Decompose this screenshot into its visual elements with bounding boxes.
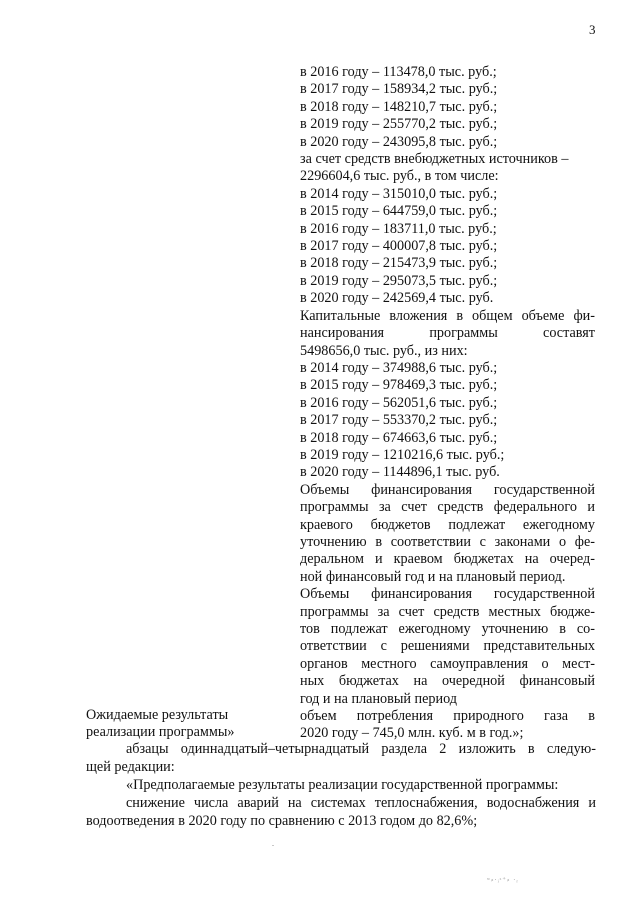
text-line: в 2016 году – 113478,0 тыс. руб.; (300, 64, 497, 80)
text-line: в 2019 году – 1210216,6 тыс. руб.; (300, 446, 505, 463)
text-line: в 2014 году – 315010,0 тыс. руб.; (300, 185, 498, 202)
text-line: в 2017 году – 553370,2 тыс. руб.; (300, 412, 498, 429)
text-line: объем потребления природного газа в (300, 708, 595, 725)
text-line: тов подлежат ежегодному уточнению в со- (300, 621, 595, 637)
text-line: водоотведения в 2020 году по сравнению с 2013 годом до 82,6%; (86, 813, 478, 829)
text-line: в 2015 году – 644759,0 тыс. руб.; (300, 203, 498, 220)
text-line: в 2019 году – 255770,2 тыс. руб.; (300, 116, 498, 133)
text-line: в 2020 году – 1144896,1 тыс. руб. (300, 464, 500, 481)
text-line: ных бюджетах на очередной финансовый (300, 673, 595, 690)
page-number: 3 (589, 22, 596, 37)
text-line: щей редакции: (86, 759, 175, 775)
text-line: ответствии с решениями представительных (300, 638, 595, 655)
text-line: в 2018 году – 148210,7 тыс. руб.; (300, 98, 498, 115)
text-line: в 2018 году – 674663,6 тыс. руб.; (300, 429, 498, 446)
text-line: в 2015 году – 978469,3 тыс. руб.; (300, 377, 498, 394)
scan-mark: ʷ⸗·ᵢˢ⁺⸗ ·ᵣ (487, 876, 520, 884)
text-line: Капитальные вложения в общем объеме фи- (300, 307, 595, 324)
text-line: в 2018 году – 215473,9 тыс. руб.; (300, 255, 498, 272)
text-line: краевого бюджетов подлежат ежегодному (300, 516, 595, 533)
text-line: в 2019 году – 295073,5 тыс. руб.; (300, 272, 498, 289)
scan-speck (272, 845, 274, 846)
text-line: нансирования программы составят (300, 325, 595, 342)
text-line: снижение числа аварий на системах теплоснабжения, водоснабжения и (126, 795, 596, 811)
text-line: в 2017 году – 158934,2 тыс. руб.; (300, 81, 498, 98)
text-line: программы за счет средств местных бюдже- (300, 603, 595, 620)
text-line: ной финансовый год и на плановый период. (300, 568, 566, 585)
text-line: за счет средств внебюджетных источников – (300, 151, 569, 168)
text-line: абзацы одиннадцатый–четырнадцатый раздела 2 изложить в следую- (126, 741, 596, 757)
text-line: реализации программы» (86, 724, 235, 741)
passport-right-column (300, 64, 595, 743)
text-line: «Предполагаемые результаты реализации государственной программы: (126, 777, 559, 793)
text-line: деральном и краевом бюджетах на очеред- (300, 551, 595, 568)
row-label-expected-results (86, 707, 276, 742)
text-line: 5498656,0 тыс. руб., из них: (300, 342, 468, 359)
text-line: в 2016 году – 183711,0 тыс. руб.; (300, 220, 497, 237)
text-line: в 2020 году – 242569,4 тыс. руб. (300, 290, 494, 307)
text-line: в 2020 году – 243095,8 тыс. руб.; (300, 133, 498, 150)
text-line: уточнению в соответствии с законами о фе- (300, 533, 595, 550)
text-line: программы за счет средств федерального и (300, 499, 595, 516)
text-line: 2020 году – 745,0 млн. куб. м в год.»; (300, 725, 524, 742)
text-line: в 2016 году – 562051,6 тыс. руб.; (300, 394, 498, 411)
text-line: Объемы финансирования государственной (300, 586, 595, 603)
text-line: Ожидаемые результаты (86, 707, 229, 723)
body-paragraphs (86, 740, 596, 830)
text-line: в 2014 году – 374988,6 тыс. руб.; (300, 359, 498, 376)
text-line: в 2017 году – 400007,8 тыс. руб.; (300, 238, 498, 255)
text-line: Объемы финансирования государственной (300, 481, 595, 498)
text-line: год и на плановый период (300, 690, 457, 707)
text-line: органов местного самоуправления о мест- (300, 655, 595, 672)
text-line: 2296604,6 тыс. руб., в том числе: (300, 168, 499, 185)
